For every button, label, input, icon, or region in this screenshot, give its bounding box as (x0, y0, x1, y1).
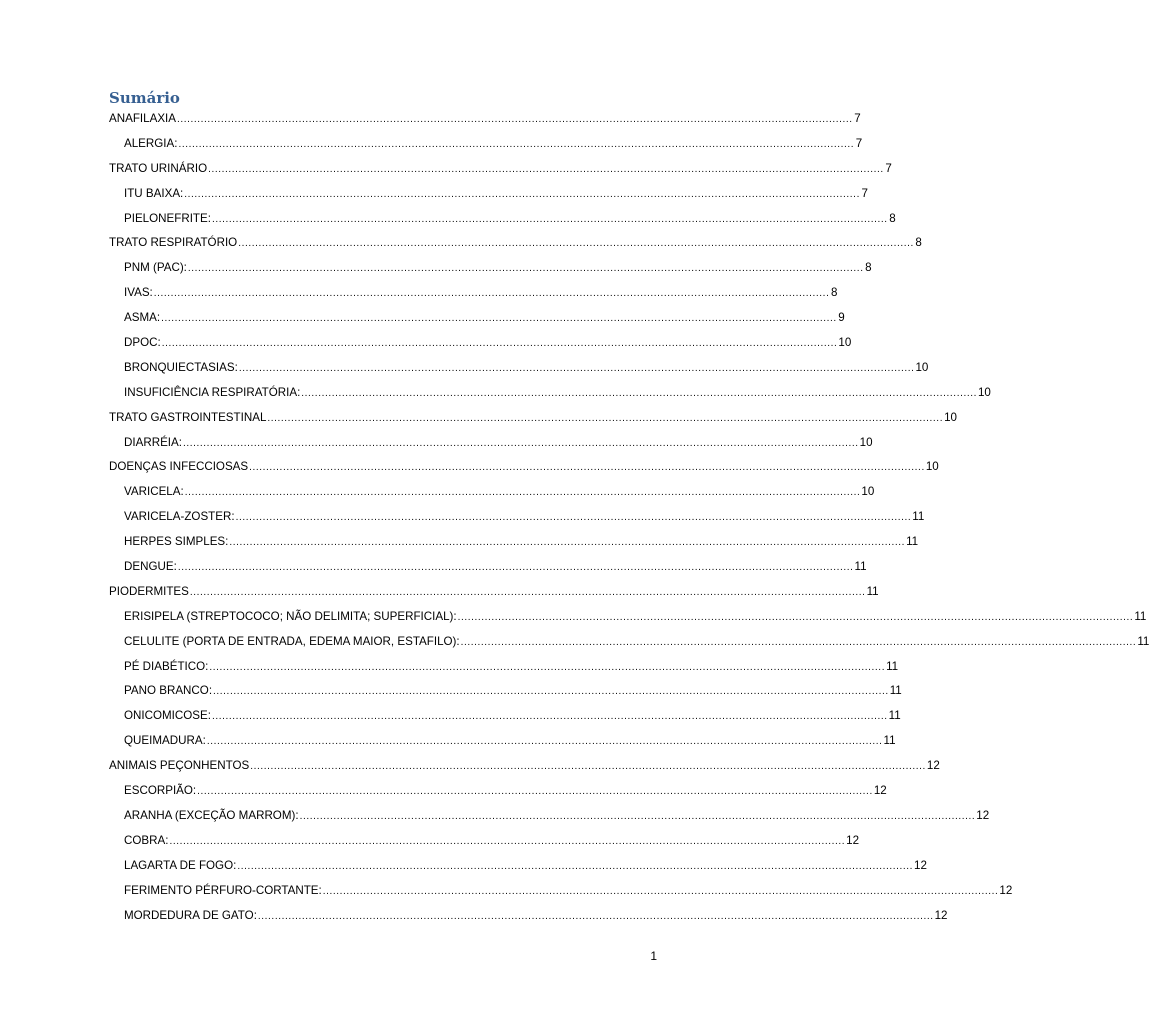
toc-entry[interactable] (109, 780, 887, 805)
toc-entry-label: ESCORPIÃO: (124, 784, 197, 798)
toc-entry[interactable] (109, 506, 925, 531)
toc-entry-label: VARICELA: (124, 485, 184, 499)
toc-dot-leader: ........................................................................................................................................................................................................ (238, 238, 914, 250)
toc-entry-page: 10 (977, 385, 991, 399)
toc-dot-leader: ........................................................................................................................................................................................................ (206, 736, 883, 748)
toc-dot-leader: ........................................................................................................................................................................................................ (257, 910, 934, 922)
toc-entry-label: ALERGIA: (124, 136, 178, 150)
toc-entry[interactable] (109, 631, 1149, 656)
toc-entry[interactable] (109, 158, 892, 183)
toc-entry-label: PÉ DIABÉTICO: (124, 659, 209, 673)
toc-entry[interactable] (109, 257, 872, 282)
toc-entry[interactable] (109, 531, 919, 556)
toc-entry[interactable] (109, 208, 896, 233)
toc-dot-leader: ........................................................................................................................................................................................................ (189, 586, 866, 598)
toc-entry[interactable] (109, 407, 957, 432)
toc-entry[interactable] (109, 855, 927, 880)
toc-entry-page: 8 (831, 286, 838, 300)
toc-entry-page: 7 (854, 112, 861, 125)
toc-dot-leader: ........................................................................................................................................................................................................ (238, 362, 915, 374)
toc-entry-page: 12 (846, 833, 860, 847)
toc-entry-page: 11 (1134, 609, 1147, 623)
toc-entry-page: 7 (855, 136, 863, 150)
toc-dot-leader: ........................................................................................................................................................................................................ (460, 636, 1137, 648)
page-number: 1 (650, 949, 657, 963)
toc-entry-page: 11 (1137, 634, 1149, 648)
toc-dot-leader: ........................................................................................................................................................................................................ (211, 213, 888, 225)
toc-entry-label: LAGARTA DE FOGO: (124, 858, 237, 872)
toc-entry-label: COBRA: (124, 833, 169, 847)
toc-entry-page: 10 (915, 360, 929, 374)
toc-entry-page: 10 (925, 460, 939, 474)
toc-dot-leader: ........................................................................................................................................................................................................ (169, 835, 846, 847)
toc-entry-page: 7 (861, 186, 868, 200)
toc-dot-leader: ........................................................................................................................................................................................................ (161, 338, 838, 350)
toc-dot-leader: ........................................................................................................................................................................................................ (213, 686, 889, 698)
toc-entry[interactable] (109, 382, 991, 407)
toc-entry-page: 11 (866, 584, 879, 598)
toc-entry-page: 8 (889, 211, 896, 225)
toc-entry-label: ONICOMICOSE: (124, 709, 211, 723)
toc-entry[interactable] (109, 232, 922, 257)
toc-dot-leader: ........................................................................................................................................................................................................ (211, 711, 888, 723)
toc-entry[interactable] (109, 755, 940, 780)
toc-entry-label: PIODERMITES (109, 584, 189, 598)
toc-entry[interactable] (109, 830, 860, 855)
toc-dot-leader: ........................................................................................................................................................................................................ (178, 138, 855, 150)
toc-entry[interactable] (109, 133, 863, 158)
toc-dot-leader: ........................................................................................................................................................................................................ (182, 437, 859, 449)
toc-entry[interactable] (109, 880, 1013, 905)
toc-dot-leader: ........................................................................................................................................................................................................ (267, 412, 944, 424)
toc-entry-label: ASMA: (124, 311, 161, 325)
toc-entry[interactable] (109, 183, 868, 208)
toc-entry-page: 12 (999, 883, 1013, 897)
toc-entry[interactable] (109, 606, 1147, 631)
toc-entry[interactable] (109, 332, 852, 357)
toc-entry-label: ARANHA (EXCEÇÃO MARROM): (124, 808, 299, 822)
toc-entry-label: DPOC: (124, 336, 161, 350)
toc-entry[interactable] (109, 432, 873, 457)
toc-dot-leader: ........................................................................................................................................................................................................ (197, 786, 873, 798)
toc-entry[interactable] (109, 307, 845, 332)
toc-dot-leader: ........................................................................................................................................................................................................ (322, 885, 999, 897)
toc-entry[interactable] (109, 705, 901, 730)
toc-dot-leader: ........................................................................................................................................................................................................ (184, 188, 860, 200)
toc-dot-leader: ........................................................................................................................................................................................................ (177, 562, 854, 574)
toc-entry-page: 12 (873, 784, 887, 798)
toc-dot-leader: ........................................................................................................................................................................................................ (250, 761, 926, 773)
toc-dot-leader: ........................................................................................................................................................................................................ (161, 313, 837, 325)
toc-entry[interactable] (109, 282, 838, 307)
toc-entry-page: 12 (976, 808, 990, 822)
toc-entry-label: PANO BRANCO: (124, 684, 213, 698)
toc-entry-label: QUEIMADURA: (124, 734, 206, 748)
toc-entry-page: 8 (865, 261, 872, 275)
toc-dot-leader: ........................................................................................................................................................................................................ (208, 163, 884, 175)
toc-entry-label: PNM (PAC): (124, 261, 187, 275)
toc-entry-page: 8 (915, 236, 922, 250)
toc-entry[interactable] (109, 481, 875, 506)
toc-dot-leader: ........................................................................................................................................................................................................ (237, 860, 913, 872)
toc-dot-leader: ........................................................................................................................................................................................................ (187, 263, 864, 275)
toc-dot-leader: ........................................................................................................................................................................................................ (299, 810, 976, 822)
toc-entry-page: 12 (934, 908, 948, 922)
toc-dot-leader: ........................................................................................................................................................................................................ (209, 661, 886, 673)
toc-title: Sumário (109, 89, 180, 107)
toc-dot-leader: ........................................................................................................................................................................................................ (249, 462, 925, 474)
toc-entry-label: HERPES SIMPLES: (124, 535, 229, 549)
toc-entry-page: 10 (861, 485, 875, 499)
toc-entry-page: 11 (906, 535, 919, 549)
toc-dot-leader: ........................................................................................................................................................................................................ (153, 288, 830, 300)
toc-entry-label: CELULITE (PORTA DE ENTRADA, EDEMA MAIOR, ESTAFILO): (124, 634, 460, 648)
toc-entry-label: IVAS: (124, 286, 153, 300)
toc-entry-label: MORDEDURA DE GATO: (124, 908, 257, 922)
toc-entry-page: 11 (889, 684, 902, 698)
toc-entry[interactable] (109, 581, 879, 606)
toc-dot-leader: ........................................................................................................................................................................................................ (229, 537, 906, 549)
toc-entry-page: 7 (885, 161, 892, 175)
toc-entry-label: ANAFILAXIA (109, 112, 177, 125)
toc-entry-label: TRATO RESPIRATÓRIO (109, 236, 238, 250)
toc-entry-label: ITU BAIXA: (124, 186, 184, 200)
toc-entry[interactable] (109, 108, 861, 133)
toc-entry-label: ANIMAIS PEÇONHENTOS (109, 759, 250, 773)
toc-entry-page: 11 (883, 734, 896, 748)
toc-dot-leader: ........................................................................................................................................................................................................ (235, 512, 912, 524)
toc-dot-leader: ........................................................................................................................................................................................................ (457, 611, 1134, 623)
toc-entry-label: INSUFICIÊNCIA RESPIRATÓRIA: (124, 385, 301, 399)
toc-entry-page: 11 (854, 560, 867, 574)
toc-entry[interactable] (109, 680, 902, 705)
toc-dot-leader: ........................................................................................................................................................................................................ (184, 487, 861, 499)
toc-entry-page: 10 (944, 410, 957, 424)
toc-entry-label: VARICELA-ZOSTER: (124, 510, 235, 524)
toc-entry-label: TRATO URINÁRIO (109, 161, 208, 175)
toc-entry[interactable] (109, 357, 929, 382)
toc-entry[interactable] (109, 805, 990, 830)
table-of-contents (109, 108, 1149, 929)
toc-entry-page: 11 (886, 659, 899, 673)
toc-entry-label: PIELONEFRITE: (124, 211, 211, 225)
toc-entry-label: TRATO GASTROINTESTINAL (109, 410, 267, 424)
toc-entry-page: 12 (914, 858, 927, 872)
toc-entry-page: 10 (859, 435, 873, 449)
toc-entry-label: FERIMENTO PÉRFURO-CORTANTE: (124, 883, 322, 897)
toc-entry-page: 12 (926, 759, 940, 773)
toc-entry[interactable] (109, 456, 939, 481)
toc-entry[interactable] (109, 556, 867, 581)
toc-entry-label: DOENÇAS INFECCIOSAS (109, 460, 249, 474)
toc-entry[interactable] (109, 656, 899, 681)
toc-entry-page: 10 (838, 336, 852, 350)
toc-entry-page: 9 (838, 311, 845, 325)
toc-dot-leader: ........................................................................................................................................................................................................ (177, 114, 853, 125)
toc-entry[interactable] (109, 730, 896, 755)
toc-entry[interactable] (109, 905, 948, 930)
toc-entry-label: DIARRÉIA: (124, 435, 182, 449)
toc-entry-page: 11 (888, 709, 901, 723)
toc-dot-leader: ........................................................................................................................................................................................................ (301, 387, 977, 399)
toc-entry-page: 11 (912, 510, 925, 524)
toc-entry-label: ERISIPELA (STREPTOCOCO; NÃO DELIMITA; SUPERFICIAL): (124, 609, 457, 623)
toc-entry-label: BRONQUIECTASIAS: (124, 360, 238, 374)
toc-entry-label: DENGUE: (124, 560, 177, 574)
